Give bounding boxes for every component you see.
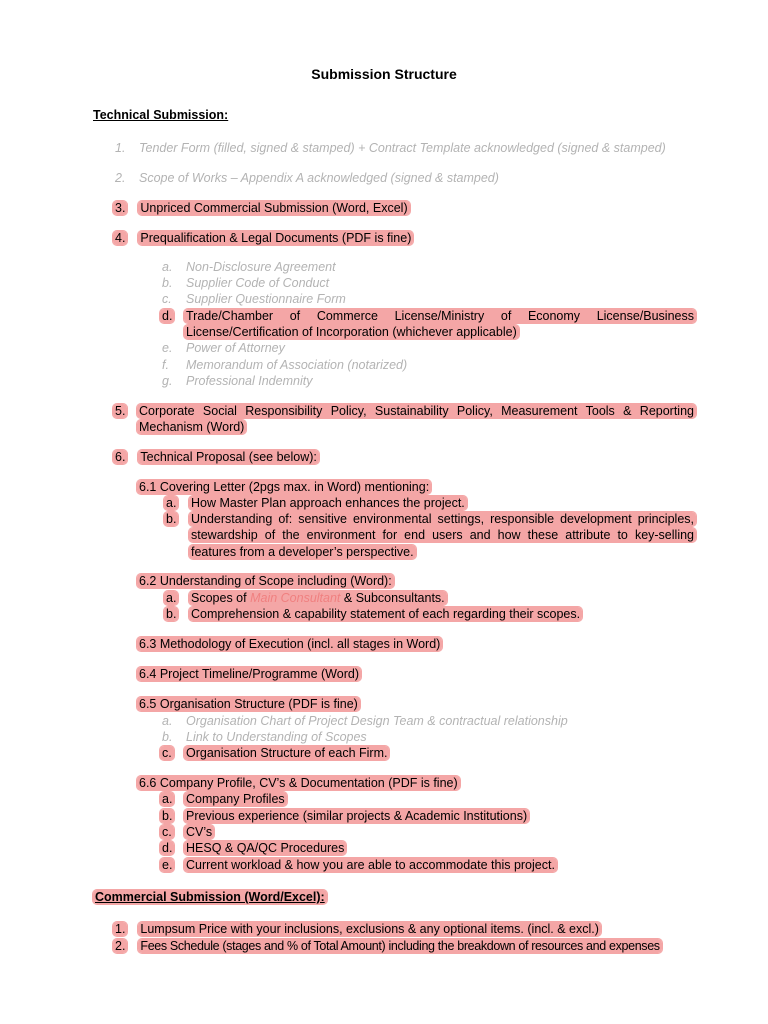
sub-letter: f. xyxy=(162,358,169,372)
sub-letter: c. xyxy=(162,292,172,306)
sub-letter: a. xyxy=(162,260,173,274)
list-number: 1. xyxy=(115,922,126,936)
section-6-4-heading: 6.4 Project Timeline/Programme (Word) xyxy=(139,667,359,681)
scopes-suffix: & Subconsultants. xyxy=(340,591,445,605)
sub-item-link-scopes: Link to Understanding of Scopes xyxy=(186,730,367,744)
sub-item-cvs: CV’s xyxy=(186,825,213,839)
commercial-submission-heading: Commercial Submission (Word/Excel): xyxy=(95,890,325,904)
scopes-prefix: Scopes of xyxy=(191,591,251,605)
list-item-technical-proposal xyxy=(113,449,319,465)
sub-letter: a. xyxy=(166,591,177,605)
sub-letter: c. xyxy=(162,825,172,839)
sub-item-org-structure: Organisation Structure of each Firm. xyxy=(186,746,388,760)
technical-submission-heading: Technical Submission: xyxy=(93,108,229,122)
sub-item-trade-license-line2: License/Certification of Incorporation (whichever applicable) xyxy=(186,325,517,339)
sub-letter: a. xyxy=(162,792,173,806)
list-item-tender-form: Tender Form (filled, signed & stamped) + Contract Template acknowledged (signed & stamped) xyxy=(139,141,666,155)
list-item-scope-of-works: Scope of Works – Appendix A acknowledged (signed & stamped) xyxy=(139,171,499,185)
sub-letter: d. xyxy=(162,309,173,323)
sub-item-trade-license-line1: Trade/Chamber of Commerce License/Ministry of Economy License/Business xyxy=(186,309,694,323)
list-text: Unpriced Commercial Submission (Word, Excel) xyxy=(140,201,408,215)
main-consultant-text: Main Consultant xyxy=(250,591,341,605)
sub-item-hesq: HESQ & QA/QC Procedures xyxy=(186,841,345,855)
list-number: 2. xyxy=(115,939,126,953)
list-text: Technical Proposal (see below): xyxy=(140,450,317,464)
sub-letter: g. xyxy=(162,374,173,388)
sub-item-company-profiles: Company Profiles xyxy=(186,792,285,806)
sub-item-understanding-line2: stewardship of the environment for end users and how these attribute to key-selling xyxy=(191,528,694,542)
list-item-prequalification xyxy=(113,230,413,246)
sub-item-understanding-line1: Understanding of: sensitive environmental settings, responsible development principles, xyxy=(191,512,694,526)
sub-item-code-of-conduct: Supplier Code of Conduct xyxy=(186,276,330,290)
sub-letter: b. xyxy=(166,512,177,526)
sub-letter: e. xyxy=(162,341,173,355)
document-title: Submission Structure xyxy=(311,66,457,82)
sub-item-comprehension: Comprehension & capability statement of each regarding their scopes. xyxy=(191,607,581,621)
sub-item-indemnity: Professional Indemnity xyxy=(186,374,313,388)
sub-item-questionnaire: Supplier Questionnaire Form xyxy=(186,292,346,306)
list-number: 6. xyxy=(115,450,126,464)
sub-item-memorandum: Memorandum of Association (notarized) xyxy=(186,358,408,372)
sub-letter: c. xyxy=(162,746,172,760)
list-text: Fees Schedule (stages and % of Total Amount) including the breakdown of resources and expenses xyxy=(140,939,660,953)
section-6-5-heading: 6.5 Organisation Structure (PDF is fine) xyxy=(139,697,358,711)
sub-item-power-of-attorney: Power of Attorney xyxy=(186,341,285,355)
sub-letter: d. xyxy=(162,841,173,855)
list-number: 5. xyxy=(115,404,126,418)
sub-letter: b. xyxy=(162,809,173,823)
section-6-3-heading: 6.3 Methodology of Execution (incl. all stages in Word) xyxy=(139,637,441,651)
list-number: 4. xyxy=(115,231,126,245)
sub-item-previous-experience: Previous experience (similar projects & Academic Institutions) xyxy=(186,809,528,823)
sub-letter: e. xyxy=(162,858,173,872)
list-number: 3. xyxy=(115,201,126,215)
sub-item-nda: Non-Disclosure Agreement xyxy=(186,260,336,274)
list-item-unpriced xyxy=(113,200,410,216)
sub-item-scopes xyxy=(189,591,447,605)
sub-item-master-plan: How Master Plan approach enhances the project. xyxy=(191,496,465,510)
commercial-item-lumpsum xyxy=(113,921,601,937)
list-text: Lumpsum Price with your inclusions, exclusions & any optional items. (incl. & excl.) xyxy=(140,922,599,936)
commercial-item-fees-schedule xyxy=(113,938,662,954)
list-item-csr-line2: Mechanism (Word) xyxy=(139,420,245,434)
list-number: 1. xyxy=(115,141,126,155)
sub-letter: a. xyxy=(162,714,173,728)
section-6-1-heading: 6.1 Covering Letter (2pgs max. in Word) mentioning: xyxy=(139,480,430,494)
list-number: 2. xyxy=(115,171,126,185)
list-text: Prequalification & Legal Documents (PDF is fine) xyxy=(140,231,412,245)
sub-letter: b. xyxy=(166,607,177,621)
sub-item-org-chart: Organisation Chart of Project Design Team & contractual relationship xyxy=(186,714,568,728)
sub-item-workload: Current workload & how you are able to accommodate this project. xyxy=(186,858,555,872)
sub-letter: b. xyxy=(162,276,173,290)
sub-letter: b. xyxy=(162,730,173,744)
section-6-2-heading: 6.2 Understanding of Scope including (Word): xyxy=(139,574,392,588)
sub-letter: a. xyxy=(166,496,177,510)
sub-item-understanding-line3: features from a developer’s perspective. xyxy=(191,545,414,559)
section-6-6-heading: 6.6 Company Profile, CV’s & Documentation (PDF is fine) xyxy=(139,776,458,790)
list-item-csr-line1: Corporate Social Responsibility Policy, Sustainability Policy, Measurement Tools & Reporting xyxy=(139,404,694,418)
